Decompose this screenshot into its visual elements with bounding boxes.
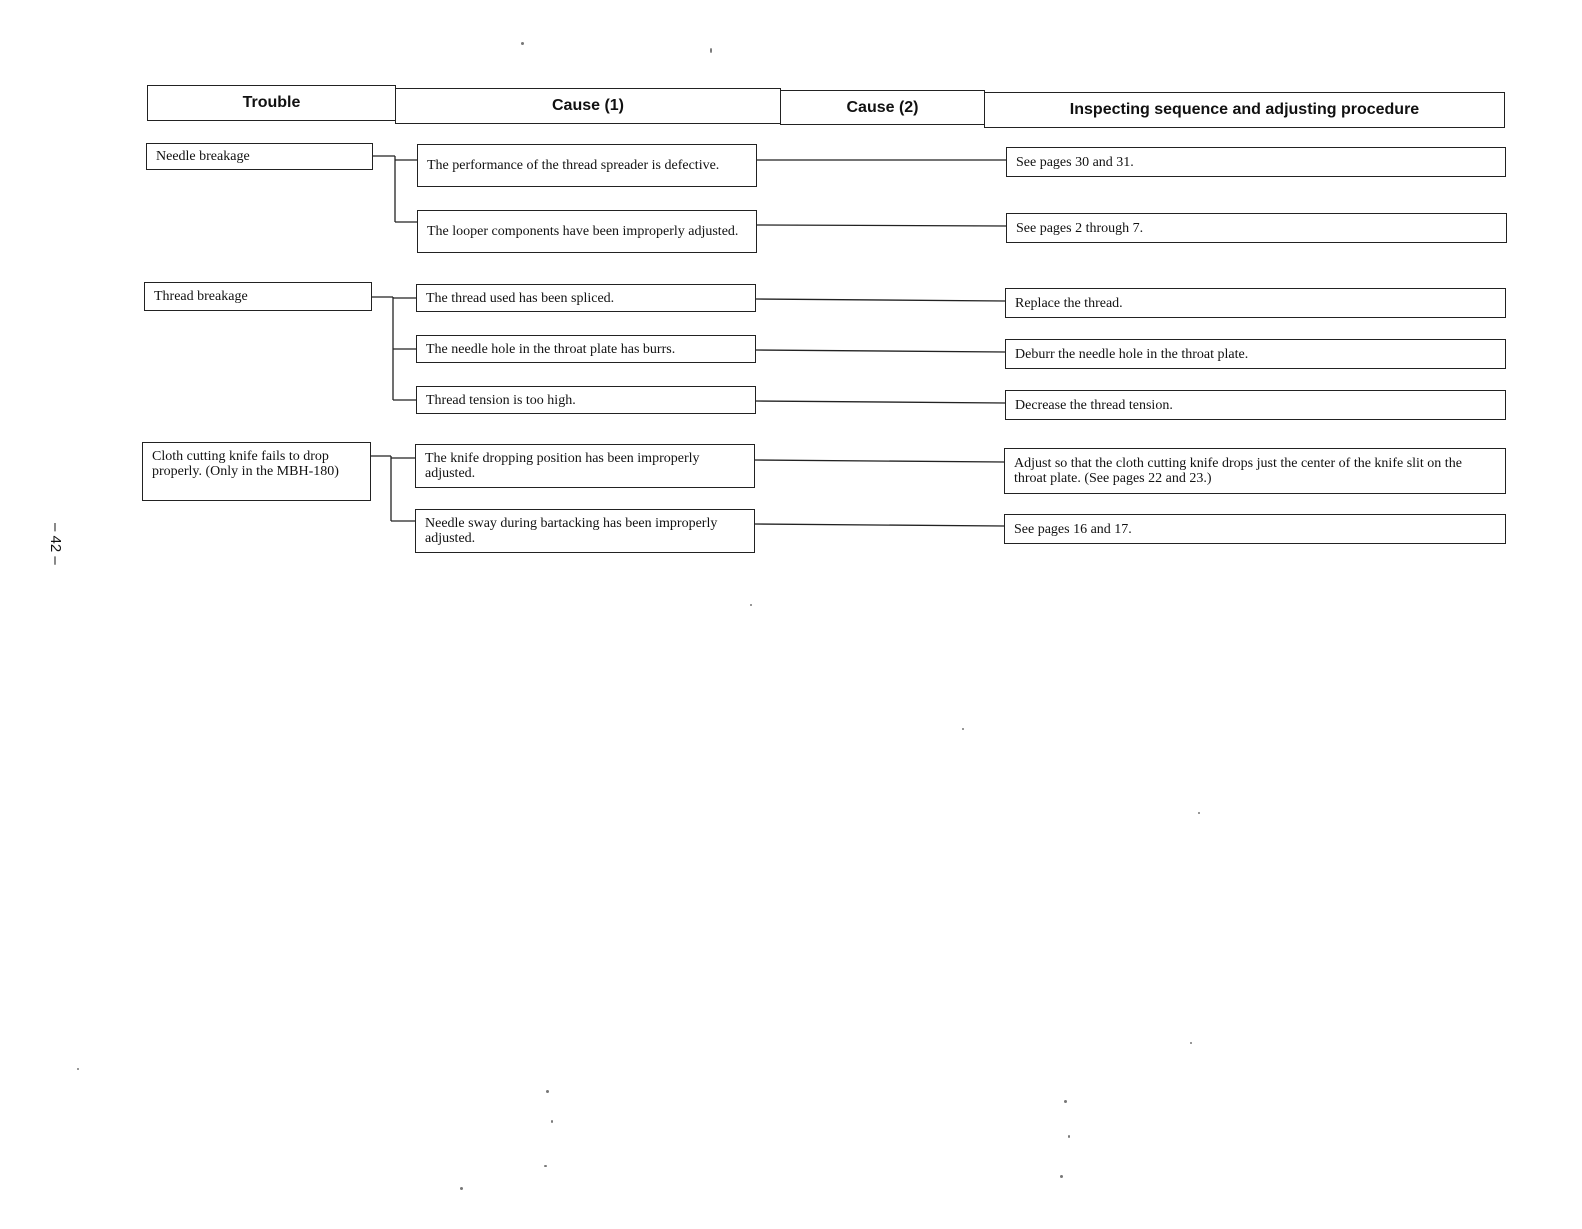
header-procedure: Inspecting sequence and adjusting procedure [984, 92, 1505, 128]
header-cause-1: Cause (1) [395, 88, 781, 124]
cause-knife-dropping-position: The knife dropping position has been improperly adjusted. [415, 444, 755, 488]
cause-thread-spliced: The thread used has been spliced. [416, 284, 756, 312]
header-cause-2: Cause (2) [780, 90, 985, 125]
cause-thread-tension-high: Thread tension is too high. [416, 386, 756, 414]
procedure-deburr-needle-hole: Deburr the needle hole in the throat plate. [1005, 339, 1506, 369]
page-number: – 42 – [47, 523, 64, 565]
procedure-see-pages-2-7: See pages 2 through 7. [1006, 213, 1507, 243]
trouble-knife-fails-to-drop: Cloth cutting knife fails to drop properly. (Only in the MBH-180) [142, 442, 371, 501]
header-trouble: Trouble [147, 85, 396, 121]
trouble-needle-breakage: Needle breakage [146, 143, 373, 170]
procedure-adjust-knife-drop: Adjust so that the cloth cutting knife drops just the center of the knife slit on the throat plate. (See pages 22 and 23.) [1004, 448, 1506, 494]
trouble-thread-breakage: Thread breakage [144, 282, 372, 311]
cause-thread-spreader: The performance of the thread spreader is defective. [417, 144, 757, 187]
cause-needle-sway: Needle sway during bartacking has been improperly adjusted. [415, 509, 755, 553]
procedure-see-pages-16-17: See pages 16 and 17. [1004, 514, 1506, 544]
procedure-replace-thread: Replace the thread. [1005, 288, 1506, 318]
procedure-decrease-tension: Decrease the thread tension. [1005, 390, 1506, 420]
cause-looper-components: The looper components have been improperly adjusted. [417, 210, 757, 253]
procedure-see-pages-30-31: See pages 30 and 31. [1006, 147, 1506, 177]
cause-needle-hole-burrs: The needle hole in the throat plate has burrs. [416, 335, 756, 363]
